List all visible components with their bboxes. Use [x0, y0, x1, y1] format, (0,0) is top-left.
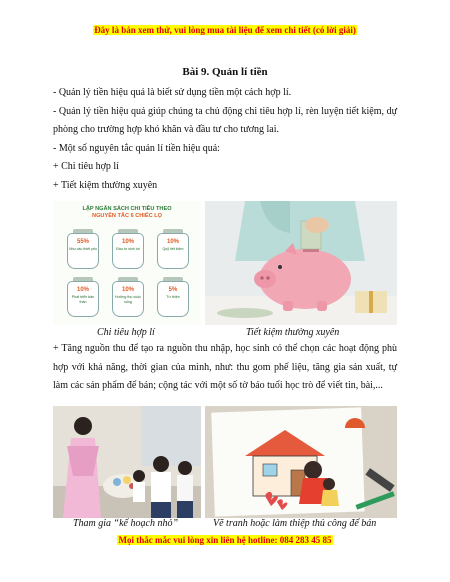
caption-regular-saving: Tiết kiệm thường xuyên [246, 327, 340, 338]
jar-percent: 10% [121, 287, 134, 293]
piggy-bank-photo [205, 201, 397, 325]
jar-percent: 5% [168, 287, 178, 293]
infographic-title-line2: NGUYÊN TẮC 6 CHIẾC LỌ [92, 213, 162, 219]
lesson-content [53, 66, 397, 531]
paragraph-definition: - Quản lý tiền hiệu quả là biết sử dụng tiền một cách hợp lí. [53, 87, 292, 98]
hand-drawn-card-illustration [205, 406, 397, 518]
jar-percent: 10% [121, 239, 134, 245]
paragraph-principles-intro: - Một số nguyên tắc quản lí tiền hiệu quả: [53, 142, 220, 154]
classroom-illustration [53, 406, 201, 518]
jar-percent: 55% [76, 239, 89, 245]
figure-row-2 [53, 406, 397, 518]
classroom-photo [53, 406, 201, 518]
jar-enjoyment [112, 281, 144, 317]
paragraph-principle-spending: + Chi tiêu hợp lí [53, 161, 119, 172]
figure-row-2-captions [53, 518, 397, 531]
jar-savings [157, 233, 189, 269]
figure-row-1-captions [53, 327, 397, 340]
paragraph-increase-income: + Tăng nguồn thu để tạo ra nguồn thu nhập, học sinh có thể chọn các hoạt động phù hợp với khả năng, thời gian của mình, như: thu gom phế liệu, tăng gia sản xuất, tự làm các sản phẩm để bán; cộng tác với một số tờ báo tuổi học trò để viết tin, bài,... [53, 343, 397, 391]
caption-drawing-cards: Vẽ tranh hoặc làm thiệp thủ công để bán [213, 517, 377, 529]
drawing-card-photo [205, 406, 397, 518]
jar-charity [157, 281, 189, 317]
figure-row-1 [53, 201, 397, 327]
jar-label: Đầu tư sinh lợi [116, 247, 140, 251]
jar-label: Nhu cầu thiết yếu [69, 247, 97, 251]
preview-notice-banner [0, 25, 450, 35]
caption-small-plan: Tham gia “kế hoạch nhỏ” [73, 517, 178, 529]
infographic-title-line1: LẬP NGÂN SÁCH CHI TIÊU THEO [82, 206, 172, 212]
six-jars-infographic [53, 201, 201, 325]
preview-notice-text: Đây là bản xem thử, vui lòng mua tài liệu để xem chi tiết (có lời giải) [94, 25, 356, 35]
jar-percent: 10% [76, 287, 89, 293]
hotline-banner [0, 535, 450, 545]
lesson-title: Bài 9. Quản lí tiền [182, 66, 268, 78]
jar-self-development [67, 281, 99, 317]
infographic-title [53, 206, 201, 220]
jar-investment [112, 233, 144, 269]
hotline-text: Mọi thắc mắc vui lòng xin liên hệ hotline: 084 283 45 85 [118, 535, 332, 545]
piggy-bank-illustration [205, 201, 397, 325]
jar-label: Phát triển bản thân [71, 295, 95, 304]
jar-label: Hưởng thụ cuộc sống [115, 295, 141, 304]
paragraph-benefits: - Quản lý tiền hiệu quả giúp chúng ta chủ động chi tiêu hợp lí, rèn luyện tiết kiệm, dự phòng cho trường hợp khó khăn và đầu tư cho tương lai. [53, 105, 397, 135]
paragraph-principle-saving: + Tiết kiệm thường xuyên [53, 179, 158, 191]
caption-reasonable-spending: Chi tiêu hợp lí [97, 327, 155, 338]
jar-essentials [67, 233, 99, 269]
jar-percent: 10% [166, 239, 179, 245]
jar-label: Quỹ tiết kiệm [162, 247, 184, 251]
jar-label: Từ thiện [166, 295, 180, 299]
